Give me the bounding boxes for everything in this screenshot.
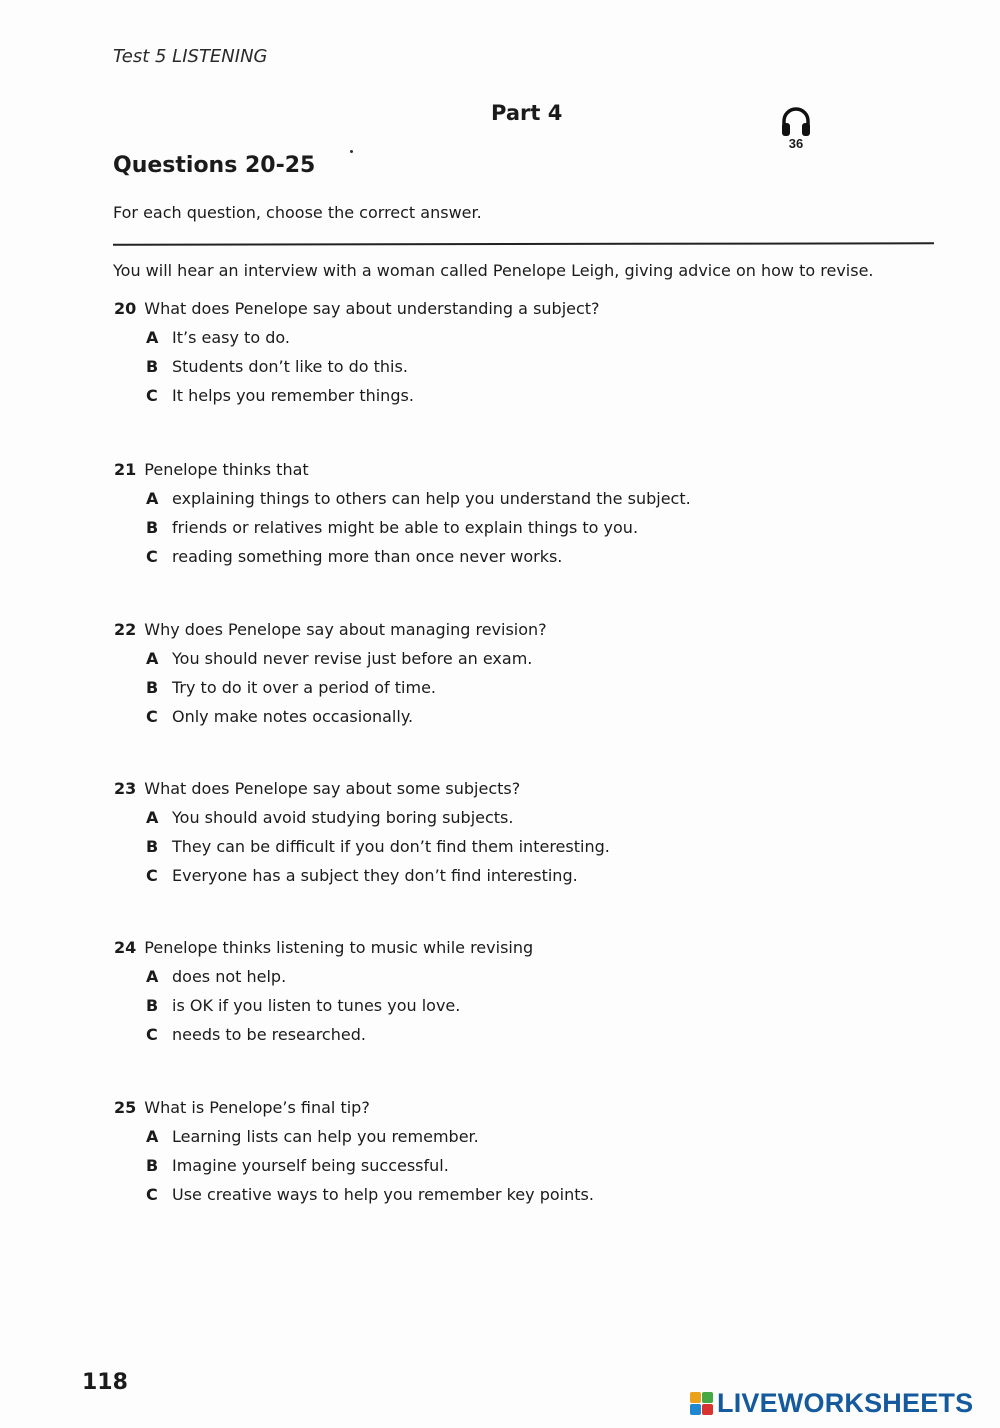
answer-option-b[interactable] <box>146 678 547 697</box>
option-text: Everyone has a subject they don’t find interesting. <box>172 866 578 885</box>
context-text: You will hear an interview with a woman called Penelope Leigh, giving advice on how to revise. <box>113 261 874 280</box>
option-text: Students don’t like to do this. <box>172 357 408 376</box>
question-number: 22 <box>114 620 137 639</box>
option-text: is OK if you listen to tunes you love. <box>172 996 461 1015</box>
option-letter: A <box>146 1127 159 1146</box>
part-title: Part 4 <box>491 101 563 125</box>
option-text: friends or relatives might be able to explain things to you. <box>172 518 639 537</box>
option-letter: B <box>146 678 159 697</box>
answer-option-a[interactable] <box>146 967 533 986</box>
answer-option-b[interactable] <box>146 1156 594 1175</box>
option-letter: C <box>146 547 158 566</box>
question-number: 20 <box>114 299 137 318</box>
question-number: 25 <box>114 1098 137 1117</box>
section-title: Questions 20-25 <box>113 153 316 178</box>
question-text: Penelope thinks listening to music while revising <box>144 938 534 957</box>
instruction-text: For each question, choose the correct answer. <box>113 203 482 222</box>
option-letter: B <box>146 357 159 376</box>
answer-option-c[interactable] <box>146 1185 594 1204</box>
option-letter: B <box>146 837 159 856</box>
watermark-text: LIVEWORKSHEETS <box>717 1387 974 1418</box>
answer-option-a[interactable] <box>146 1127 594 1146</box>
option-text: It’s easy to do. <box>172 328 290 347</box>
option-text: Only make notes occasionally. <box>172 707 414 726</box>
option-text: They can be difficult if you don’t find them interesting. <box>172 837 610 856</box>
question-23 <box>114 779 610 885</box>
question-stem <box>114 938 533 957</box>
option-text: needs to be researched. <box>172 1025 366 1044</box>
question-25 <box>114 1098 594 1204</box>
test-label: Test 5 LISTENING <box>113 46 268 67</box>
option-letter: A <box>146 808 159 827</box>
question-stem <box>114 620 547 639</box>
answer-option-c[interactable] <box>146 866 610 885</box>
answer-option-b[interactable] <box>146 518 691 537</box>
question-text: What does Penelope say about some subjects? <box>144 779 521 798</box>
question-number: 21 <box>114 460 137 479</box>
answer-option-c[interactable] <box>146 386 600 405</box>
option-letter: C <box>146 386 158 405</box>
option-letter: C <box>146 1025 158 1044</box>
answer-option-a[interactable] <box>146 328 600 347</box>
answer-option-c[interactable] <box>146 707 547 726</box>
option-text: It helps you remember things. <box>172 386 414 405</box>
question-text: What is Penelope’s final tip? <box>144 1098 370 1117</box>
liveworksheets-logo-icon <box>690 1392 713 1415</box>
question-stem <box>114 299 600 318</box>
option-text: You should avoid studying boring subjects. <box>172 808 514 827</box>
answer-option-c[interactable] <box>146 547 691 566</box>
question-text: Penelope thinks that <box>144 460 309 479</box>
option-text: You should never revise just before an exam. <box>172 649 533 668</box>
option-letter: A <box>146 328 159 347</box>
question-stem <box>114 460 691 479</box>
question-22 <box>114 620 547 726</box>
option-text: does not help. <box>172 967 287 986</box>
headphones-icon <box>779 104 813 138</box>
option-letter: A <box>146 967 159 986</box>
watermark <box>690 1386 973 1420</box>
option-letter: B <box>146 518 159 537</box>
answer-option-b[interactable] <box>146 357 600 376</box>
question-20 <box>114 299 600 405</box>
answer-option-b[interactable] <box>146 837 610 856</box>
option-letter: C <box>146 866 158 885</box>
option-text: Use creative ways to help you remember key points. <box>172 1185 594 1204</box>
answer-option-c[interactable] <box>146 1025 533 1044</box>
option-text: Imagine yourself being successful. <box>172 1156 449 1175</box>
question-number: 24 <box>114 938 137 957</box>
option-letter: C <box>146 707 158 726</box>
option-letter: B <box>146 996 159 1015</box>
audio-track <box>778 104 814 151</box>
answer-option-a[interactable] <box>146 649 547 668</box>
option-letter: C <box>146 1185 158 1204</box>
question-stem <box>114 1098 594 1117</box>
question-text: Why does Penelope say about managing revision? <box>144 620 547 639</box>
question-21 <box>114 460 691 566</box>
option-letter: B <box>146 1156 159 1175</box>
speck <box>350 150 353 153</box>
answer-option-b[interactable] <box>146 996 533 1015</box>
answer-option-a[interactable] <box>146 489 691 508</box>
question-stem <box>114 779 610 798</box>
question-24 <box>114 938 533 1044</box>
option-letter: A <box>146 489 159 508</box>
option-text: Learning lists can help you remember. <box>172 1127 479 1146</box>
answer-option-a[interactable] <box>146 808 610 827</box>
option-text: reading something more than once never works. <box>172 547 563 566</box>
question-number: 23 <box>114 779 137 798</box>
track-number: 36 <box>788 136 804 151</box>
option-text: explaining things to others can help you understand the subject. <box>172 489 691 508</box>
option-text: Try to do it over a period of time. <box>172 678 436 697</box>
page-number: 118 <box>82 1370 128 1395</box>
question-text: What does Penelope say about understanding a subject? <box>144 299 600 318</box>
option-letter: A <box>146 649 159 668</box>
divider <box>113 242 934 245</box>
